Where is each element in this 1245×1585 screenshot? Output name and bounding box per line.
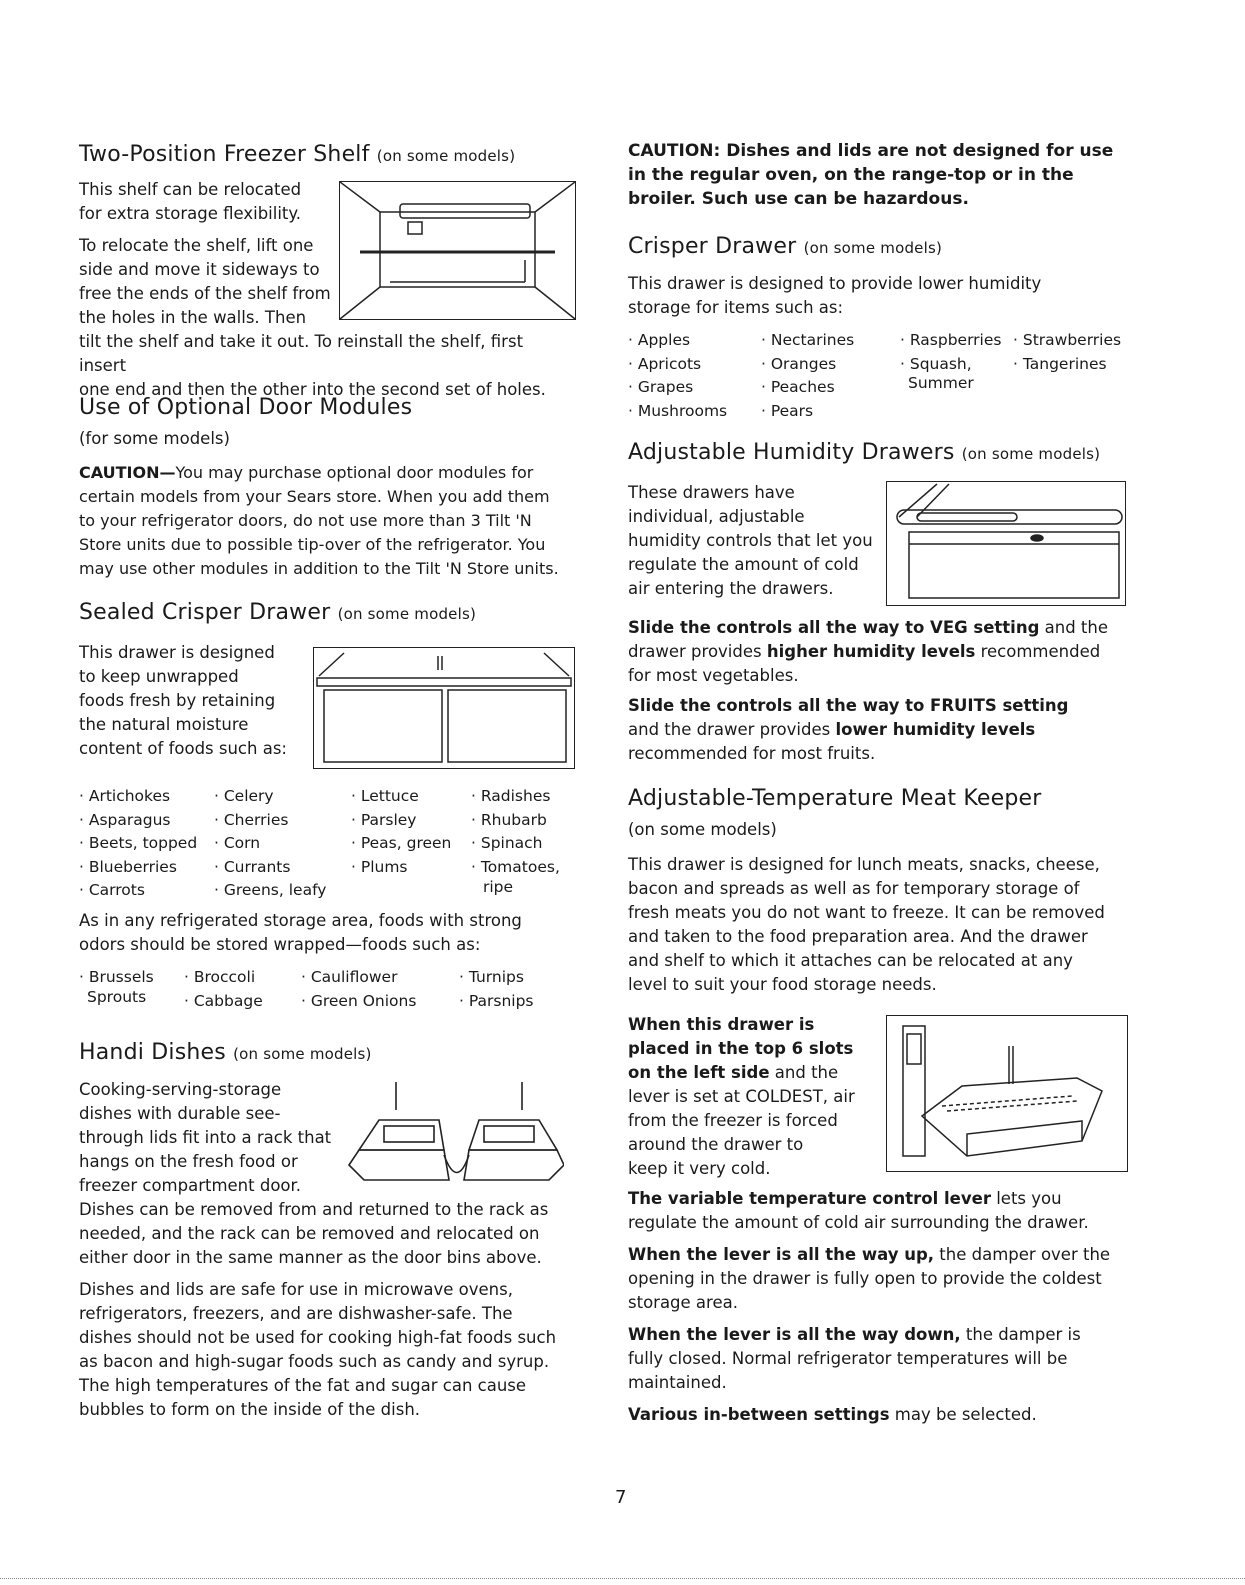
crisper-col2: · Nectarines · Oranges · Peaches · Pears bbox=[761, 331, 855, 420]
humidity-fruit-text: Slide the controls all the way to FRUITS setting and the drawer provides lower humidity levels recommended for most fruits. bbox=[628, 696, 1069, 763]
sealed-crisper-illustration bbox=[313, 647, 575, 769]
odor-col4: · Turnips · Parsnips bbox=[459, 968, 534, 1010]
odor-text: As in any refrigerated storage area, foods with strong odors should be stored wrapped—foods such as: bbox=[79, 911, 522, 954]
crisper-col4: · Strawberries · Tangerines bbox=[1013, 331, 1122, 373]
meat-keeper-variable: The variable temperature control lever lets you regulate the amount of cold air surrounding the drawer. bbox=[628, 1189, 1089, 1232]
page-number: 7 bbox=[615, 1487, 627, 1508]
freezer-shelf-p1: This shelf can be relocated for extra storage flexibility. bbox=[79, 180, 302, 223]
freezer-shelf-p2: To relocate the shelf, lift one side and move it sideways to free the ends of the shelf from the holes in the walls. Then bbox=[79, 236, 331, 327]
dishes-caution: CAUTION: Dishes and lids are not designed for use in the regular oven, on the range-top or in the broiler. Such use can be hazardous. bbox=[628, 141, 1114, 209]
sealed-list-col2: · Celery · Cherries · Corn · Currants · Greens, leafy bbox=[214, 787, 327, 899]
freezer-shelf-p2-full: tilt the shelf and take it out. To reinstall the shelf, first insert one end and then the other into the second set of holes. bbox=[79, 332, 546, 399]
meat-keeper-illustration bbox=[886, 1015, 1128, 1172]
handi-dishes-p3: Dishes and lids are safe for use in microwave ovens, refrigerators, freezers, and are dishwasher-safe. The dishes should not be used for cooking high-fat foods such as bacon and high-sugar foods such as candy and syrup. The high temperatures of the fat and sugar can cause bubbles to form on the inside of the dish. bbox=[79, 1280, 557, 1419]
meat-keeper-drawing bbox=[887, 1016, 1127, 1171]
sealed-list-col1: · Artichokes · Asparagus · Beets, topped · Blueberries · Carrots bbox=[79, 787, 198, 899]
humidity-veg-text: Slide the controls all the way to VEG setting and the drawer provides higher humidity levels recommended for most vegetables. bbox=[628, 618, 1109, 685]
crisper-heading: Crisper Drawer (on some models) bbox=[628, 234, 943, 259]
meat-keeper-between: Various in-between settings may be selected. bbox=[628, 1405, 1037, 1424]
page-bottom-rule bbox=[0, 1578, 1245, 1579]
crisper-col1: · Apples · Apricots · Grapes · Mushrooms bbox=[628, 331, 728, 420]
meat-keeper-sub: (on some models) bbox=[628, 820, 777, 839]
humidity-heading: Adjustable Humidity Drawers (on some models) bbox=[628, 440, 1101, 465]
handi-dishes-illustration bbox=[339, 1080, 564, 1190]
handi-dishes-text: Cooking-serving-storage dishes with durable see- through lids fit into a rack that hangs on the fresh food or freezer compartment door. bbox=[79, 1080, 332, 1195]
freezer-shelf-drawing bbox=[340, 182, 575, 319]
meat-keeper-heading: Adjustable-Temperature Meat Keeper bbox=[628, 786, 1042, 811]
meat-keeper-down: When the lever is all the way down, the damper is fully closed. Normal refrigerator temperatures will be maintained. bbox=[628, 1325, 1081, 1392]
door-modules-sub: (for some models) bbox=[79, 429, 230, 448]
meat-keeper-text: This drawer is designed for lunch meats, snacks, cheese, bacon and spreads as well as for temporary storage of fresh meats you do not want to freeze. It can be removed and taken to the food preparation area. And the drawer and shelf to which it attaches can be relocated at any level to suit your food storage needs. bbox=[628, 855, 1105, 994]
odor-col3: · Cauliflower · Green Onions bbox=[301, 968, 417, 1010]
crisper-col3: · Raspberries · Squash, Summer bbox=[900, 331, 1002, 392]
humidity-drawer-drawing bbox=[887, 482, 1125, 605]
sealed-list-col3: · Lettuce · Parsley · Peas, green · Plums bbox=[351, 787, 452, 876]
handi-dishes-p2: Dishes can be removed from and returned to the rack as needed, and the rack can be removed and relocated on either door in the same manner as the door bins above. bbox=[79, 1200, 549, 1267]
handi-dishes-drawing bbox=[339, 1080, 564, 1190]
meat-keeper-up: When the lever is all the way up, the damper over the opening in the drawer is fully open to provide the coldest storage area. bbox=[628, 1245, 1111, 1312]
sealed-crisper-text: This drawer is designed to keep unwrapped foods fresh by retaining the natural moisture content of foods such as: bbox=[79, 643, 287, 758]
sealed-crisper-heading: Sealed Crisper Drawer (on some models) bbox=[79, 600, 477, 625]
odor-col2: · Broccoli · Cabbage bbox=[184, 968, 263, 1010]
crisper-text: This drawer is designed to provide lower humidity storage for items such as: bbox=[628, 274, 1042, 317]
freezer-shelf-heading: Two-Position Freezer Shelf (on some models) bbox=[79, 142, 516, 167]
door-modules-heading: Use of Optional Door Modules bbox=[79, 395, 413, 420]
freezer-shelf-illustration bbox=[339, 181, 576, 320]
humidity-text: These drawers have individual, adjustable humidity controls that let you regulate the amount of cold air entering the drawers. bbox=[628, 483, 873, 598]
odor-col1: · Brussels Sprouts bbox=[79, 968, 154, 1006]
door-modules-caution: CAUTION—You may purchase optional door modules for certain models from your Sears store. When you add them to your refrigerator doors, do not use more than 3 Tilt 'N Store units due to possible tip-over of the refrigerator. You may use other modules in addition to the Tilt 'N Store units. bbox=[79, 463, 559, 578]
sealed-crisper-drawing bbox=[314, 648, 574, 768]
sealed-list-col4: · Radishes · Rhubarb · Spinach · Tomatoes, ripe bbox=[471, 787, 560, 896]
humidity-drawer-illustration bbox=[886, 481, 1126, 606]
meat-keeper-top-slots: When this drawer is placed in the top 6 slots on the left side and the lever is set at COLDEST, air from the freezer is forced around the drawer to keep it very cold. bbox=[628, 1015, 855, 1178]
handi-dishes-heading: Handi Dishes (on some models) bbox=[79, 1040, 372, 1065]
